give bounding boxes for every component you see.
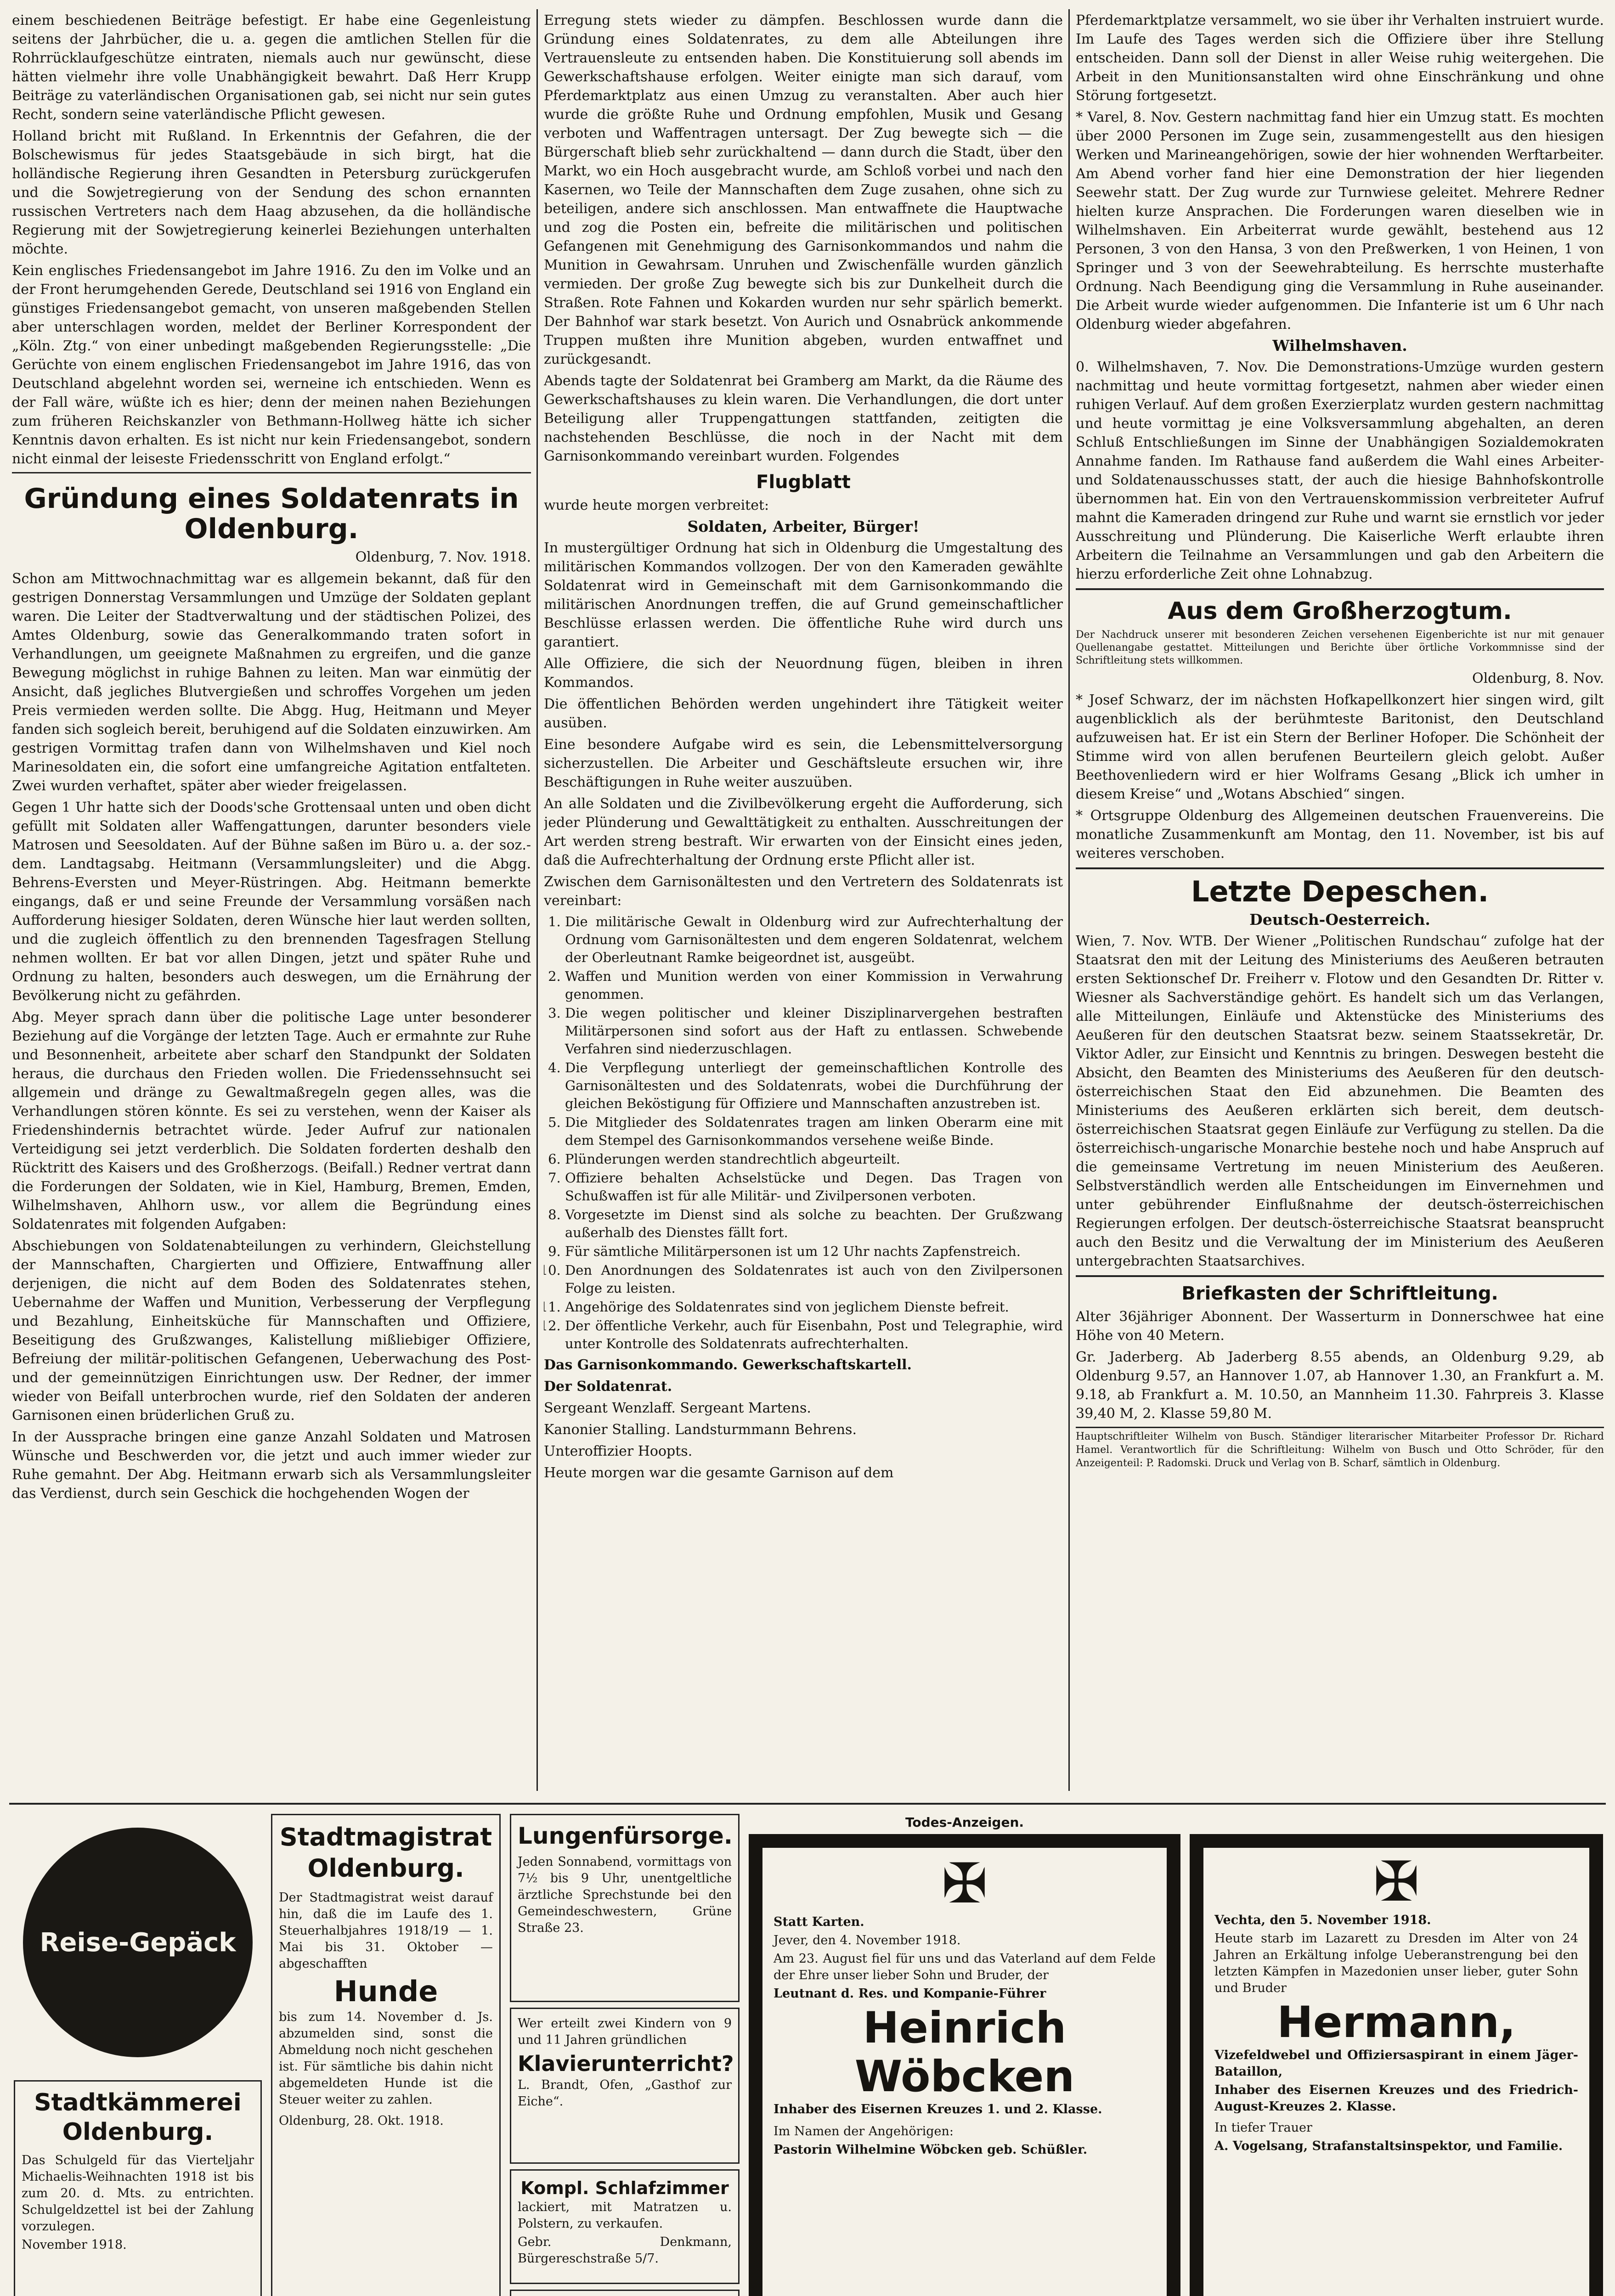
obituary-name: Hermann, [1277, 1998, 1516, 2048]
obituary-line: In tiefer Trauer [1214, 2121, 1312, 2135]
flugblatt-paragraph: Die öffentlichen Behörden werden ungehindert ihre Tätigkeit weiter ausüben. [544, 696, 1063, 731]
obituary-woebcken [749, 1814, 1180, 2296]
harmonika-ad [510, 2290, 740, 2296]
obituary-line: Inhaber des Eisernen Kreuzes 1. und 2. Klasse. [774, 2102, 1102, 2116]
signature-line: Unteroffizier Hoopts. [544, 1443, 693, 1459]
agreement-item: 6. Plünderungen werden standrechtlich abgeurteilt. [565, 1150, 1063, 1168]
stadtkammerei-text: Das Schulgeld für das Vierteljahr Michaelis-Weihnachten 1918 ist bis zum 20. d. Mts. zu entrichten. Schulgeldzettel ist bei der Zahlung vorzulegen. [22, 2153, 254, 2234]
wilhelmshaven-title: Wilhelmshaven. [1272, 337, 1407, 355]
article-paragraph: Gr. Jaderberg. Ab Jaderberg 8.55 abends, an Oldenburg 9.29, ab Oldenburg 9.57, an Hannover 1.07, ab Hannover 1.30, an Frankfurt a. M. 9.18, ab Frankfurt a. M. 10.50, an Mannheim 11.30. Fahrpreis 3. Klasse 39,40 M, 2. Klasse 59,80 M. [1076, 1349, 1604, 1422]
article-paragraph: Heute morgen war die gesamte Garnison auf dem [544, 1465, 894, 1481]
obituary-name: Heinrich Wöbcken [854, 2003, 1075, 2102]
flugblatt-paragraph: An alle Soldaten und die Zivilbevölkerung ergeht die Aufforderung, sich jeder Plünderung und Gewalttätigkeit zu enthalten. Ausschreitungen der Art werden streng bestraft. Wir erwarten von der Einsicht eines jeden, daß die Aufrechterhaltung der Ordnung erste Pflicht aller ist. [544, 796, 1063, 868]
obituary-line: Leutnant d. Res. und Kompanie-Führer [774, 1986, 1046, 2001]
agreement-item: 8. Vorgesetzte im Dienst sind als solche zu beachten. Der Grußzwang außerhalb des Dienstes fällt fort. [565, 1206, 1063, 1242]
magistrat-text: bis zum 14. November d. Js. abzumelden sind, sonst die Abmeldung noch nicht geschehen ist. Für sämtliche bis dahin nicht abgemeldeten Hunde ist die Steuer weiter zu zahlen. [279, 2010, 493, 2107]
obituary-line: Pastorin Wilhelmine Wöbcken geb. Schüßler. [774, 2143, 1088, 2157]
schlafzimmer-title: Kompl. Schlafzimmer [520, 2178, 729, 2198]
dateline: Oldenburg, 8. Nov. [1472, 670, 1604, 687]
obituary-line: Statt Karten. [774, 1915, 864, 1929]
obituary-line: Heute starb im Lazarett zu Dresden im Alter von 24 Jahren an Erkältung infolge Ueberanstrengung bei den letzten Kämpfen in Mazedonien unser lieber, guter Sohn und Bruder [1214, 1931, 1578, 1995]
article-paragraph: * Ortsgruppe Oldenburg des Allgemeinen deutschen Frauenvereins. Die monatliche Zusammenkunft am Montag, den 11. November, ist bis auf weiteres verschoben. [1076, 808, 1604, 861]
column-rule [1068, 9, 1070, 1791]
signature-line: Der Soldatenrat. [544, 1379, 672, 1395]
column-1 [12, 11, 531, 1802]
iron-cross-icon: ✠ [941, 1852, 988, 1916]
reprint-note: Der Nachdruck unserer mit besonderen Zeichen versehenen Eigenberichte ist nur mit genauer Quellenangabe gestattet. Mitteilungen und Berichte über örtliche Vorkommnisse sind der Schriftleitung stets willkommen. [1076, 629, 1604, 666]
flugblatt-subtitle: wurde heute morgen verbreitet: [544, 497, 769, 513]
flugblatt-address: Soldaten, Arbeiter, Bürger! [687, 518, 920, 535]
luggage-ad-text: Reise-Gepäck [40, 1927, 236, 1958]
agreement-item: 10. Den Anordnungen des Soldatenrates ist auch von den Zivilpersonen Folge zu leisten. [565, 1261, 1063, 1297]
agreement-list [544, 913, 1063, 1353]
klavier-title: Klavierunterricht? [518, 2051, 734, 2076]
klavier-text: Wer erteilt zwei Kindern von 9 und 11 Jahren gründlichen [518, 2016, 732, 2047]
obituary-inner [1203, 1848, 1589, 2296]
lungen-text: Jeden Sonnabend, vormittags von 7½ bis 9 Uhr, unentgeltliche ärztliche Sprechstunde bei den Gemeindeschwestern, Grüne Straße 23. [518, 1855, 732, 1935]
obituary-line: Im Namen der Angehörigen: [774, 2124, 954, 2138]
luggage-ad [14, 1814, 262, 2071]
article-paragraph: Wien, 7. Nov. WTB. Der Wiener „Politischen Rundschau“ zufolge hat der Staatsrat den mit der Leitung des Ministeriums des Aeußeren betrauten ersten Sektionschef Dr. Freiherr v. Flotow und den Gesandten Dr. Ritter v. Wiesner als Sachverständige gehört. Es handelt sich um das Verlangen, alle Mitteilungen, Einläufe und Aktenstücke des Ministeriums des Aeußeren für den deutschen Staatsrat bezw. seinem Staatssekretär, Dr. Viktor Adler, zur Einsicht und Kenntnis zu bringen. Deswegen besteht die Absicht, den Beamten des Ministeriums des Aeußeren für den deutsch-österreichischen Staat den Eid abzunehmen. Die Beamten des Ministeriums des Aeußeren erklärten sich bereit, dem deutsch-österreichischen Staatsrat gegen Einläufe zur Verfügung zu stellen. Da die österreichisch-ungarische Monarchie bestehe noch und habe Anspruch auf die gemeinsame Vertretung im neuen Ministerium des Aeußeren. Selbstverständlich werden alle Entscheidungen im Einvernehmen und unter gebührender Einflußnahme der deutsch-österreichischen Regierungen erfolgen. Der deutsch-österreichische Staatsrat beansprucht auch den Besitz und die Verwaltung der im Ministerium des Aeußeren untergebrachten Staatsarchives. [1076, 933, 1604, 1269]
article-paragraph: Pferdemarktplatze versammelt, wo sie über ihr Verhalten instruiert wurde. Im Laufe des Tages werden sich die Offiziere über ihre Stellung entscheiden. Dann soll der Dienst in aller Weise ruhig weitergehen. Die Arbeit in den Munitionsanstalten wird ohne Einschränkung und ohne Störung fortgesetzt. [1076, 12, 1604, 104]
iron-cross-icon: ✠ [1373, 1850, 1420, 1914]
dateline: Oldenburg, 7. Nov. 1918. [355, 549, 531, 565]
obituary-header: Todes-Anzeigen. [905, 1815, 1024, 1830]
article-paragraph: Alter 36jähriger Abonnent. Der Wasserturm in Donnerschwee hat eine Höhe von 40 Metern. [1076, 1309, 1604, 1344]
article-paragraph: einem beschiedenen Beiträge befestigt. Er habe eine Gegenleistung seitens der Jahrbücher, die u. a. gegen die amtlichen Stellen für die Rohrrücklaufgeschütze eintraten, niemals auch nur gewünscht, diese hätten vielmehr ihre volle Unabhängigkeit bewahrt. Daß Herr Krupp Beiträge zu vaterländischen Organisationen gab, sei nicht nur sein gutes Recht, sondern seine vaterländische Pflicht gewesen. [12, 12, 531, 123]
lungen-title: Lungenfürsorge. [518, 1823, 733, 1849]
agreement-item: 2. Waffen und Munition werden von einer Kommission in Verwahrung genommen. [565, 968, 1063, 1003]
magistrat-text: Der Stadtmagistrat weist darauf hin, daß die im Laufe des 1. Steuerhalbjahres 1918/19 — 1. Mai bis 31. Oktober — abgeschafften [279, 1891, 493, 1971]
stadtkammerei-date: November 1918. [22, 2238, 127, 2252]
obituary-line: Vizefeldwebel und Offiziersaspirant in einem Jäger-Bataillon, [1214, 2048, 1578, 2079]
article-paragraph: Holland bricht mit Rußland. In Erkenntnis der Gefahren, die der Bolschewismus für jedes Staatsgebäude in sich birgt, hat die holländische Regierung ihren Gesandten in Petersburg zurückgerufen und die Sowjetregierung von der Sendung des schon ernannten russischen Vertreters nach dem Haag abzusehen, da die holländische Regierung mit der Sowjetregierung keinerlei Beziehungen unterhalten möchte. [12, 128, 531, 257]
obituary-line: A. Vogelsang, Strafanstaltsinspektor, und Familie. [1214, 2139, 1563, 2153]
obituary-line: Am 23. August fiel für uns und das Vaterland auf dem Felde der Ehre unser lieber Sohn und Bruder, der [774, 1952, 1156, 1982]
agreement-item: 12. Der öffentliche Verkehr, auch für Eisenbahn, Post und Telegraphie, wird unter Kontrolle des Soldatenrats aufrechterhalten. [565, 1317, 1063, 1353]
agreement-item: 5. Die Mitglieder des Soldatenrates tragen am linken Oberarm eine mit dem Stempel des Garnisonkommandos versehene weiße Binde. [565, 1114, 1063, 1149]
magistrat-date: Oldenburg, 28. Okt. 1918. [279, 2114, 444, 2128]
obituary-border [749, 1834, 1180, 2296]
column-3 [1076, 11, 1604, 1802]
obituary-inner [762, 1848, 1167, 2296]
column-2 [544, 11, 1063, 1802]
stadtkammerei-title: Stadtkämmerei Oldenburg. [34, 2089, 242, 2146]
schlafzimmer-ad [510, 2169, 740, 2284]
article-paragraph: Erregung stets wieder zu dämpfen. Beschlossen wurde dann die Gründung eines Soldatenrates, zu dem alle Abteilungen ihre Vertrauensleute zu entsenden haben. Die Konstituierung soll abends im Gewerkschaftshause erfolgen. Weiter einigte man sich darauf, vom Pferdemarktplatz aus einen Umzug zu veranstalten. Aber auch hier wurde die größte Ruhe und Ordnung empfohlen, Musik und Gesang verboten und Waffentragen untersagt. Der Zug bewegte sich — die Bürgerschaft blieb sehr zurückhaltend — dann durch die Stadt, über den Markt, wo ein Hoch ausgebracht wurde, am Schloß vorbei und nach den Kasernen, wo Teile der Mannschaften dem Zuge zusahen, ohne sich zu beteiligen, andere sich anschlossen. Man entwaffnete die Hauptwache und zog die Posten ein, befreite die militärischen und politischen Gefangenen mit Genehmigung des Garnisonkommandos und nahm die Munition in Gewahrsam. Unruhen und Zwischenfälle wurden gänzlich vermieden. Der große Zug bewegte sich bis zur Dunkelheit durch die Straßen. Rote Fahnen und Kokarden wurden nur sehr spärlich bemerkt. Der Bahnhof war stark besetzt. Von Aurich und Osnabrück ankommende Truppen mußten ihre Munition abgeben, wurden entwaffnet und zurückgesandt. [544, 12, 1063, 367]
flugblatt-paragraph: Eine besondere Aufgabe wird es sein, die Lebensmittelversorgung sicherzustellen. Die Arbeiter und Geschäftsleute ersuchen wir, ihre Beschäftigungen in Ruhe weiter auszuüben. [544, 737, 1063, 790]
agreement-item: 9. Für sämtliche Militärpersonen ist um 12 Uhr nachts Zapfenstreich. [565, 1243, 1063, 1261]
agreement-item: 4. Die Verpflegung unterliegt der gemeinschaftlichen Kontrolle des Garnisonältesten und des Soldatenrats, wobei die Durchführung der gleichen Beköstigung für Offiziere und Mannschaften anzustreben ist. [565, 1059, 1063, 1113]
stadtkammerei-ad [14, 2080, 262, 2296]
flugblatt-paragraph: Alle Offiziere, die sich der Neuordnung fügen, bleiben in ihren Kommandos. [544, 656, 1063, 691]
article-paragraph: Schon am Mittwochnachmittag war es allgemein bekannt, daß für den gestrigen Donnerstag Versammlungen und Umzüge der Soldaten geplant waren. Die Leiter der Stadtverwaltung und der städtischen Polizei, des Amtes Oldenburg, sowie das Generalkommando traten sofort in Verhandlungen, um geeignete Maßnahmen zu ergreifen, und die ganze Bewegung möglichst in ruhige Bahnen zu leiten. Man war einmütig der Ansicht, daß jegliches Blutvergießen und schroffes Vorgehen um jeden Preis vermieden werden sollte. Die Abgg. Hug, Heitmann und Meyer fanden sich sogleich bereit, beruhigend auf die Soldaten einzuwirken. Am gestrigen Vormittag trafen dann von Wilhelmshaven und Kiel noch Marinesoldaten ein, die sofort eine umfangreiche Agitation entfalteten. Zwei wurden verhaftet, später aber wieder freigelassen. [12, 571, 531, 794]
signature-line: Sergeant Wenzlaff. Sergeant Martens. [544, 1400, 811, 1416]
magistrat-heading: Hunde [333, 1975, 438, 2008]
ads-divider [9, 1803, 1606, 1805]
article-paragraph: Abg. Meyer sprach dann über die politische Lage unter besonderer Beziehung auf die Vorgänge der letzten Tage. Auch er ermahnte zur Ruhe und Besonnenheit, arbeitete aber scharf den Standpunkt der Soldaten heraus, die durchaus den Frieden wollen. Die Friedenssehnsucht sei allgemein und dränge zu Gewaltmaßregeln gegen alles, was die Verhandlungen stören könnte. Es sei zu verstehen, wenn der Kaiser als Friedenshindernis betrachtet würde. Jeder Aufruf zur nationalen Verteidigung sei jetzt verderblich. Die Soldaten forderten deshalb den Rücktritt des Kaisers und des Großherzogs. (Beifall.) Redner vertrat dann die Forderungen der Soldaten, wie in Kiel, Hamburg, Bremen, Emden, Wilhelmshaven, Ahlhorn usw., vor allem die Begründung eines Soldatenrates mit folgenden Aufgaben: [12, 1009, 531, 1232]
article-paragraph: 0. Wilhelmshaven, 7. Nov. Die Demonstrations-Umzüge wurden gestern nachmittag und heute vormittag fortgesetzt, nahmen aber wieder einen ruhigen Verlauf. Auf dem großen Exerzierplatz wurden gestern nachmittag und heute vormittag je eine Volksversammlung abgehalten, an deren Schluß Entschließungen im Sinne der Unabhängigen Sozialdemokraten Annahme fanden. Im Rathause fand außerdem die Wahl eines Arbeiter- und Soldatenausschusses statt, der auch die hiesige Bahnhofskontrolle übernommen hat. Ein von den Vertrauenskommission verbreiteter Aufruf mahnt die Kameraden dringend zur Ruhe und warnt sie ernstlich vor jeder Ausschreitung und Plünderung. Die Kaiserliche Werft erlaubte ihren Arbeitern die Teilnahme an Versammlungen und gab den Arbeitern die hierzu erforderliche Zeit ohne Lohnabzug. [1076, 359, 1604, 582]
flugblatt-paragraph: In mustergültiger Ordnung hat sich in Oldenburg die Umgestaltung des militärischen Kommandos vollzogen. Der von den Kameraden gewählte Soldatenrat wird in Gemeinschaft mit dem Garnisonkommando die militärischen Anordnungen treffen, die auf Grund gemeinschaftlicher Beschlüsse erlassen werden. Die öffentliche Ruhe wird durch uns garantiert. [544, 540, 1063, 650]
flugblatt-title: Flugblatt [756, 472, 851, 493]
obituary-hermann [1190, 1834, 1603, 2296]
schlafzimmer-address: Gebr. Denkmann, Bürgereschstraße 5/7. [518, 2235, 732, 2266]
signature-line: Das Garnisonkommando. Gewerkschaftskartell. [544, 1357, 912, 1373]
headline-soldatenrat: Gründung eines Soldatenrats in Oldenburg. [24, 483, 519, 545]
agreement-item: 3. Die wegen politischer und kleiner Disziplinarvergehen bestraften Militärpersonen sind sofort aus der Haft zu entlassen. Schwebende Verfahren sind niederzuschlagen. [565, 1004, 1063, 1058]
article-paragraph: Abschiebungen von Soldatenabteilungen zu verhindern, Gleichstellung der Mannschaften, Chargierten und Offiziere, Entwaffnung aller derjenigen, die nicht auf dem Boden des Soldatenrates stehen, Uebernahme der Waffen und Munition, Verbesserung der Verpflegung und Bezahlung, Einheitsküche für Mannschaften und Offiziere, Beseitigung des Grußzwanges, Kalistellung mißliebiger Offiziere, Befreiung der militär-politischen Gefangenen, Ueberwachung des Post- und der gemeinnützigen Einrichtungen usw. Der Redner, der immer wieder von Beifall unterbrochen wurde, rief den Soldaten der anderen Garnisonen einen brüderlichen Gruß zu. [12, 1238, 531, 1424]
article-paragraph: * Josef Schwarz, der im nächsten Hofkapellkonzert hier singen wird, gilt augenblicklich als der berühmteste Baritonist, den Deutschland aufzuweisen hat. Er ist ein Stern der Berliner Hofoper. Die Schönheit der Stimme wird von allen berufenen Beurteilern gleich gelobt. Außer Beethovenliedern wird er hier Wolframs Gesang „Blick ich umher in diesem Kreise“ und „Wotans Abschied“ singen. [1076, 692, 1604, 802]
obituary-line: Jever, den 4. November 1918. [774, 1933, 961, 1947]
article-paragraph: Abends tagte der Soldatenrat bei Gramberg am Markt, da die Räume des Gewerkschaftshauses zu klein waren. Die Verhandlungen, die dort unter Beteiligung aller Truppengattungen stattfanden, zeitigten die nachstehenden Beschlüsse, die noch in der Nacht mit dem Garnisonkommando vereinbart wurden. Folgendes [544, 373, 1063, 464]
article-paragraph: * Varel, 8. Nov. Gestern nachmittag fand hier ein Umzug statt. Es mochten über 2000 Personen im Zuge sein, zusammengestellt aus den hiesigen Werken und Marineangehörigen, sowie der hier wohnenden Werftarbeiter. Am Abend vorher fand hier eine Demonstration der hier liegenden Seewehr statt. Der Zug wurde zur Turnwiese geleitet. Mehrere Redner hielten kurze Ansprachen. Die Forderungen waren dieselben wie in Wilhelmshaven. Ein Arbeiterrat wurde gewählt, bestehend aus 12 Personen, 3 von den Hansa, 3 von den Preßwerken, 1 von Heinen, 1 von Springer und 3 von der Seewehrabteilung. Es herrschte musterhafte Ordnung. Nach Beendigung ging die Versammlung in Ruhe auseinander. Die Arbeit wurde wieder aufgenommen. Die Infanterie ist um 6 Uhr nach Oldenburg wieder abgefahren. [1076, 109, 1604, 332]
agreement-item: 1. Die militärische Gewalt in Oldenburg wird zur Aufrechterhaltung der Ordnung vom Garnisonältesten und dem engeren Soldatenrat, welchem der Oberleutnant Ramke beigeordnet ist, ausgeübt. [565, 913, 1063, 967]
article-paragraph: Gegen 1 Uhr hatte sich der Doods'sche Grottensaal unten und oben dicht gefüllt mit Soldaten aller Waffengattungen, darunter besonders viele Matrosen und Seesoldaten. Auf der Bühne saßen im Büro u. a. der soz.-dem. Landtagsabg. Heitmann (Versammlungsleiter) und die Abgg. Behrens-Eversten und Meyer-Rüstringen. Abg. Heitmann bemerkte eingangs, daß er und seine Freunde der Versammlung vorsäßen nach Aufforderung hiesiger Soldaten, deren Wünsche hier laut werden sollten, und die zugleich öffentlich zu den brennenden Tagesfragen Stellung nehmen wollten. Er bat vor allen Dingen, jetzt und später Ruhe und Ordnung zu halten, besonders auch deswegen, um die Ernährung der Bevölkerung nicht zu gefährden. [12, 799, 531, 1004]
lungen-ad [510, 1814, 740, 2002]
klavier-ad [510, 2008, 740, 2164]
klavier-address: L. Brandt, Ofen, „Gasthof zur Eiche“. [518, 2078, 732, 2109]
section-title-depeschen: Letzte Depeschen. [1191, 875, 1489, 908]
imprint: Hauptschriftleiter Wilhelm von Busch. Ständiger literarischer Mitarbeiter Professor Dr. Richard Hamel. Verantwortlich für die Schriftleitung: Wilhelm von Busch und Otto Schröder, für den Anzeigenteil: P. Radomski. Druck und Verlag von B. Scharf, sämtlich in Oldenburg. [1076, 1431, 1604, 1469]
obituary-line: Vechta, den 5. November 1918. [1214, 1913, 1431, 1927]
section-title-briefkasten: Briefkasten der Schriftleitung. [1181, 1283, 1498, 1304]
schlafzimmer-text: lackiert, mit Matratzen u. Polstern, zu verkaufen. [518, 2200, 732, 2231]
signature-line: Kanonier Stalling. Landsturmmann Behrens. [544, 1422, 857, 1438]
column-rule [536, 9, 538, 1791]
magistrat-title: Stadtmagistrat Oldenburg. [279, 1823, 492, 1883]
section-subtitle: Deutsch-Oesterreich. [1249, 911, 1430, 929]
agreement-item: 11. Angehörige des Soldatenrates sind von jeglichem Dienste befreit. [565, 1298, 1063, 1316]
magistrat-ad [271, 1814, 501, 2296]
article-paragraph: In der Aussprache bringen eine ganze Anzahl Soldaten und Matrosen Wünsche und Beschwerden vor, die jetzt und auch immer wieder zur Ruhe gemahnt. Der Abg. Heitmann erwarb sich als Versammlungsleiter das Verdienst, durch sein Geschick die hochgehenden Wogen der [12, 1429, 531, 1502]
section-title-grossherzogtum: Aus dem Großherzogtum. [1168, 597, 1512, 625]
obituary-line: Inhaber des Eisernen Kreuzes und des Friedrich-August-Kreuzes 2. Klasse. [1214, 2083, 1578, 2114]
article-paragraph: Kein englisches Friedensangebot im Jahre 1916. Zu den im Volke und an der Front herumgehenden Gerede, Deutschland sei 1916 von England ein günstiges Friedensangebot gemacht, von unseren maßgebenden Stellen aber unterschlagen worden, meldet der Berliner Korrespondent der „Köln. Ztg.“ von einer unbedingt maßgebenden Regierungsstelle: „Die Gerüchte von einem englischen Friedensangebot im Jahre 1916, das von Deutschland abgelehnt worden sei, werneine ich entschieden. Wenn es der Fall wäre, wüßte ich es hier; denn der meinen nahen Beziehungen zum früheren Reichskanzler von Bethmann-Hollweg hätte ich sicher Kenntnis davon erhalten. Es ist nicht nur kein Friedensangebot, sondern nicht einmal der leiseste Friedensschritt von England erfolgt.“ [12, 263, 531, 467]
flugblatt-paragraph: Zwischen dem Garnisonältesten und den Vertretern des Soldatenrats ist vereinbart: [544, 874, 1063, 909]
agreement-item: 7. Offiziere behalten Achselstücke und Degen. Das Tragen von Schußwaffen ist für alle Militär- und Zivilpersonen verboten. [565, 1169, 1063, 1205]
